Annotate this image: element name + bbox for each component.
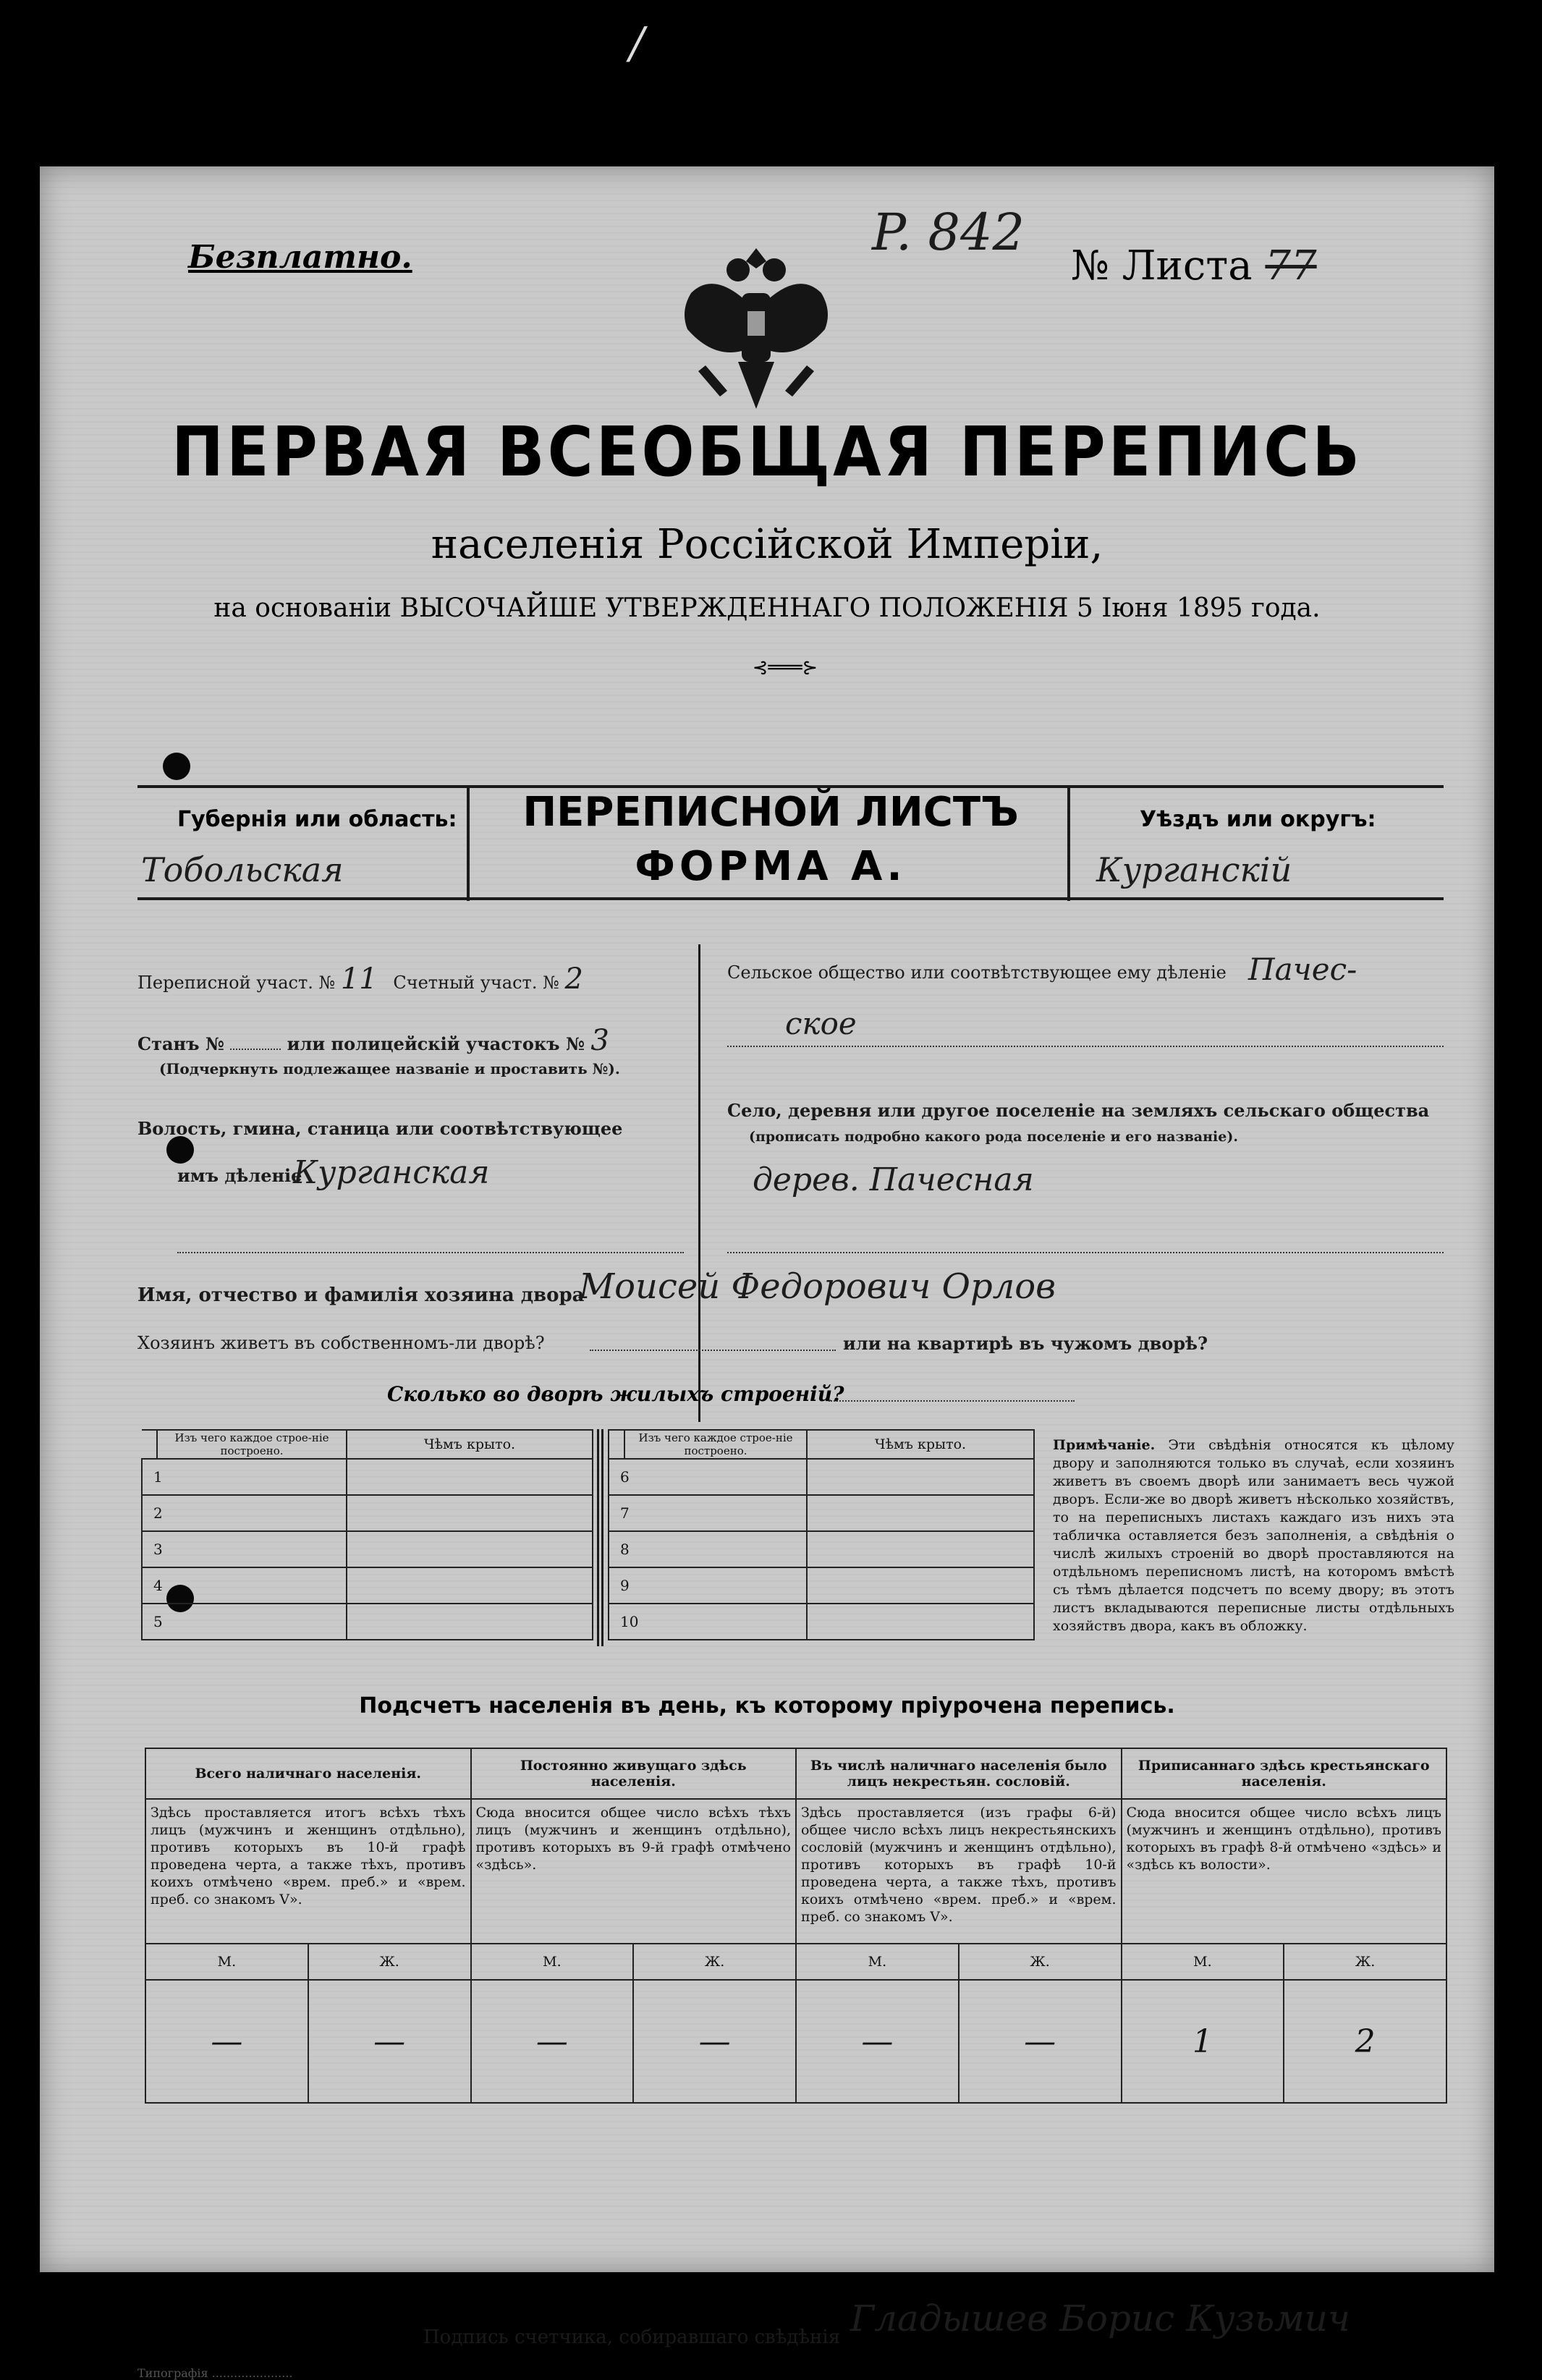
signature-label: Подпись счетчика, собиравшаго свѣдѣнія xyxy=(423,2326,841,2348)
building-row-number: 1 xyxy=(142,1459,347,1495)
table-separator xyxy=(597,1429,604,1646)
col-male: М. xyxy=(1122,1944,1284,1980)
note-title: Примѣчаніе. xyxy=(1053,1437,1156,1453)
selskoe-label: Сельское общество или соотвѣтствующее ему дѣленіе xyxy=(727,962,1227,983)
rule xyxy=(1067,785,1070,901)
building-row-number: 6 xyxy=(609,1459,807,1495)
uchastok-row xyxy=(137,962,583,996)
sheet-number xyxy=(1071,242,1317,289)
col-female: Ж. xyxy=(959,1944,1122,1980)
count-value: 1 xyxy=(1122,1980,1284,2103)
buildings-question: Сколько во дворѣ жилыхъ строеній? xyxy=(387,1382,844,1406)
blank-line xyxy=(177,1252,684,1253)
printer-line: Типографія ...................... xyxy=(137,2366,293,2380)
count-value: — xyxy=(959,1980,1122,2103)
count-title: Подсчетъ населенія въ день, къ которому пріурочена перепись. xyxy=(359,1693,1175,1719)
stan-value: 3 xyxy=(590,1024,609,1057)
uezd-value: Курганскій xyxy=(1096,850,1292,889)
sheet-number-value: 77 xyxy=(1265,242,1317,289)
count-value: — xyxy=(145,1980,308,2103)
building-row-number: 10 xyxy=(609,1604,807,1640)
selo-label: Село, деревня или другое поселеніе на земляхъ сельскаго общества xyxy=(727,1100,1430,1121)
owner-value: Моисей Федорович Орлов xyxy=(579,1266,1056,1307)
col-male: М. xyxy=(471,1944,634,1980)
form-subtitle: ФОРМА А. xyxy=(635,843,907,890)
archive-number: P. 842 xyxy=(872,203,1025,262)
volost-value: Курганская xyxy=(293,1154,490,1191)
basis-line: на основаніи ВЫСОЧАЙШЕ УТВЕРЖДЕННАГО ПОЛОЖЕНІЯ 5 Іюня 1895 года. xyxy=(213,593,1321,623)
ornament-divider: ⊰═══⊱ xyxy=(752,657,818,679)
owner-lives-label: Хозяинъ живетъ въ собственномъ-ли дворѣ? xyxy=(137,1333,545,1353)
building-row-number: 8 xyxy=(609,1531,807,1567)
blank-line xyxy=(727,1252,1444,1253)
stan-row xyxy=(137,1024,609,1057)
count-value: — xyxy=(633,1980,796,2103)
rule xyxy=(137,785,1444,788)
volost-label: Волость, гмина, станица или соотвѣтствующее xyxy=(137,1118,623,1139)
col-male: М. xyxy=(145,1944,308,1980)
selskoe-value-2: ское xyxy=(785,1006,857,1041)
blank-line xyxy=(590,1350,836,1351)
census-sheet xyxy=(40,166,1494,2380)
schetny-uchast-value: 2 xyxy=(564,962,583,996)
stan-label: Станъ № xyxy=(137,1033,224,1054)
gubernia-label: Губернія или область: xyxy=(177,807,457,832)
sheet-number-label: № Листа xyxy=(1071,242,1253,289)
owner-label: Имя, отчество и фамилія хозяина двора xyxy=(137,1284,585,1306)
desc-total-present: Здѣсь проставляется итогъ всѣхъ тѣхъ лицъ (мужчинъ и женщинъ отдѣльно), противъ которыхъ въ 10-й графѣ проведена черта, а также тѣхъ, противъ коихъ отмѣчено «врем. преб.» и «врем. преб. со знакомъ V». xyxy=(145,1799,471,1944)
stan-note: (Подчеркнуть подлежащее названіе и проставить №). xyxy=(159,1060,620,1077)
roof-header: Чѣмъ крыто. xyxy=(347,1430,593,1459)
roof-header: Чѣмъ крыто. xyxy=(807,1430,1034,1459)
building-row-number: 9 xyxy=(609,1567,807,1604)
note-text: Эти свѣдѣнія относятся къ цѣлому двору и заполняются только въ случаѣ, если хозяинъ живетъ въ своемъ дворѣ или занимаетъ весь чужой дворъ. Если-же во дворѣ живетъ нѣсколько хозяйствъ, то на переписныхъ листахъ каждаго изъ нихъ эта табличка оставляется безъ заполненія, а свѣдѣнія о числѣ жилыхъ строеній во дворѣ проставляются на отдѣльномъ переписномъ листѣ, на которомъ вмѣстѣ съ тѣмъ дѣлается подсчетъ по всему двору; въ этотъ листъ вкладываются переписные листы отдѣльныхъ хозяйствъ двора, какъ въ обложку. xyxy=(1053,1437,1454,1634)
population-count-table xyxy=(145,1748,1447,2104)
count-value: — xyxy=(796,1980,959,2103)
uezd-label: Уѣздъ или округъ: xyxy=(1140,807,1376,832)
subtitle: населенія Россійской Имперіи, xyxy=(431,521,1103,568)
signature-value: Гладышев Борис Кузьмич xyxy=(850,2298,1351,2339)
building-row-number: 4 xyxy=(142,1567,347,1604)
rule xyxy=(467,785,470,901)
note-block xyxy=(1053,1436,1454,1635)
col-female: Ж. xyxy=(308,1944,471,1980)
building-row-number: 2 xyxy=(142,1495,347,1531)
material-header: Изъ чего каждое строе-ніе построено. xyxy=(624,1430,807,1459)
col-male: М. xyxy=(796,1944,959,1980)
count-value: — xyxy=(471,1980,634,2103)
punch-hole xyxy=(163,753,190,780)
perepis-uchast-value: 11 xyxy=(340,962,378,996)
desc-permanent: Сюда вносится общее число всѣхъ тѣхъ лицъ (мужчинъ и женщинъ отдѣльно), противъ которыхъ въ 9-й графѣ отмѣчено «здѣсь». xyxy=(471,1799,797,1944)
volost-label-2: имъ дѣленіе xyxy=(177,1165,302,1186)
blank-line xyxy=(727,1046,1444,1047)
selo-value: дерев. Пачесная xyxy=(753,1161,1034,1198)
selo-note: (прописать подробно какого рода поселеніе и его названіе). xyxy=(749,1129,1238,1145)
gubernia-value: Тобольская xyxy=(141,850,344,889)
free-label: Безплатно. xyxy=(188,239,412,276)
count-value: — xyxy=(308,1980,471,2103)
header-permanent: Постоянно живущаго здѣсь населенія. xyxy=(471,1748,797,1799)
header-non-peasant: Въ числѣ наличнаго населенія было лицъ некрестьян. сословій. xyxy=(796,1748,1122,1799)
col-female: Ж. xyxy=(1284,1944,1446,1980)
imperial-eagle-emblem xyxy=(669,242,843,423)
desc-non-peasant: Здѣсь проставляется (изъ графы 6-й) общее число всѣхъ лицъ некрестьянскихъ сословій (мужчинъ и женщинъ отдѣльно), противъ которыхъ въ графѣ 10-й проведена черта, а также тѣхъ, противъ коихъ отмѣчено «врем. преб.» и «врем. преб. со знакомъ V». xyxy=(796,1799,1122,1944)
blank-line xyxy=(829,1400,1075,1402)
page-title: ПЕРВАЯ ВСЕОБЩАЯ ПЕРЕПИСЬ xyxy=(171,412,1363,492)
police-district-label: или полицейскій участокъ № xyxy=(287,1033,585,1054)
perepis-uchast-label: Переписной участ. № xyxy=(137,973,336,993)
col-female: Ж. xyxy=(633,1944,796,1980)
buildings-table-left xyxy=(141,1429,593,1640)
building-row-number: 3 xyxy=(142,1531,347,1567)
header-registered-peasant: Приписаннаго здѣсь крестьянскаго населенія. xyxy=(1122,1748,1447,1799)
building-row-number: 5 xyxy=(142,1604,347,1640)
schetny-uchast-label: Счетный участ. № xyxy=(393,973,559,993)
building-row-number: 7 xyxy=(609,1495,807,1531)
desc-registered-peasant: Сюда вносится общее число всѣхъ лицъ (мужчинъ и женщинъ отдѣльно), противъ которыхъ въ графѣ 8-й отмѣчено «здѣсь» и «здѣсь къ волости». xyxy=(1122,1799,1447,1944)
top-mark: / xyxy=(630,18,645,69)
material-header: Изъ чего каждое строе-ніе построено. xyxy=(157,1430,347,1459)
buildings-table-right xyxy=(608,1429,1035,1640)
owner-quarters-label: или на квартирѣ въ чужомъ дворѣ? xyxy=(843,1333,1208,1354)
header-total-present: Всего наличнаго населенія. xyxy=(145,1748,471,1799)
rule xyxy=(137,897,1444,900)
punch-hole xyxy=(166,1136,194,1164)
selskoe-value-1: Пачес- xyxy=(1248,952,1357,987)
form-title: ПЕРЕПИСНОЙ ЛИСТЪ xyxy=(522,789,1019,836)
count-value: 2 xyxy=(1284,1980,1446,2103)
